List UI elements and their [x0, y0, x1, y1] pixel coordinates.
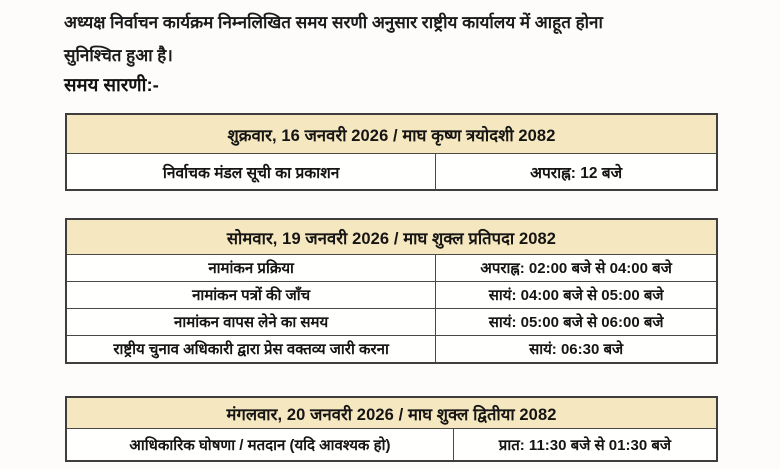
intro-line-2: सुनिश्चित हुआ है। [64, 46, 173, 66]
table-row [66, 309, 717, 336]
time-cell: प्रात: 11:30 बजे से 01:30 बजे [453, 429, 717, 462]
schedule-table-tuesday [65, 396, 718, 462]
schedule-table-monday [65, 218, 718, 364]
table-row [66, 282, 717, 309]
table-row [66, 429, 717, 462]
event-cell: नामांकन पत्रों की जाँच [66, 282, 436, 309]
table-header-row [66, 219, 717, 255]
section-heading: समय सारणी:- [64, 74, 159, 95]
time-cell: अपराह्न: 12 बजे [436, 154, 717, 191]
date-header: सोमवार, 19 जनवरी 2026 / माघ शुक्ल प्रतिपदा 2082 [66, 219, 717, 255]
event-cell: नामांकन वापस लेने का समय [66, 309, 436, 336]
date-header: शुक्रवार, 16 जनवरी 2026 / माघ कृष्ण त्रयोदशी 2082 [66, 114, 717, 154]
table-header-row [66, 114, 717, 154]
intro-paragraph [64, 6, 724, 72]
event-cell: राष्ट्रीय चुनाव अधिकारी द्वारा प्रेस वक्तव्य जारी करना [66, 336, 436, 364]
event-cell: निर्वाचक मंडल सूची का प्रकाशन [66, 154, 436, 191]
table-row [66, 255, 717, 282]
time-cell: अपराह्न: 02:00 बजे से 04:00 बजे [436, 255, 717, 282]
time-cell: सायं: 04:00 बजे से 05:00 बजे [436, 282, 717, 309]
table-row [66, 336, 717, 364]
event-cell: नामांकन प्रक्रिया [66, 255, 436, 282]
time-cell: सायं: 05:00 बजे से 06:00 बजे [436, 309, 717, 336]
date-header: मंगलवार, 20 जनवरी 2026 / माघ शुक्ल द्वितीया 2082 [66, 397, 717, 429]
table-row [66, 154, 717, 191]
table-header-row [66, 397, 717, 429]
schedule-table-friday [65, 113, 718, 191]
event-cell: आधिकारिक घोषणा / मतदान (यदि आवश्यक हो) [66, 429, 453, 462]
time-cell: सायं: 06:30 बजे [436, 336, 717, 364]
intro-line-1: अध्यक्ष निर्वाचन कार्यक्रम निम्नलिखित समय सरणी अनुसार राष्ट्रीय कार्यालय में आहूत होना [64, 13, 603, 32]
